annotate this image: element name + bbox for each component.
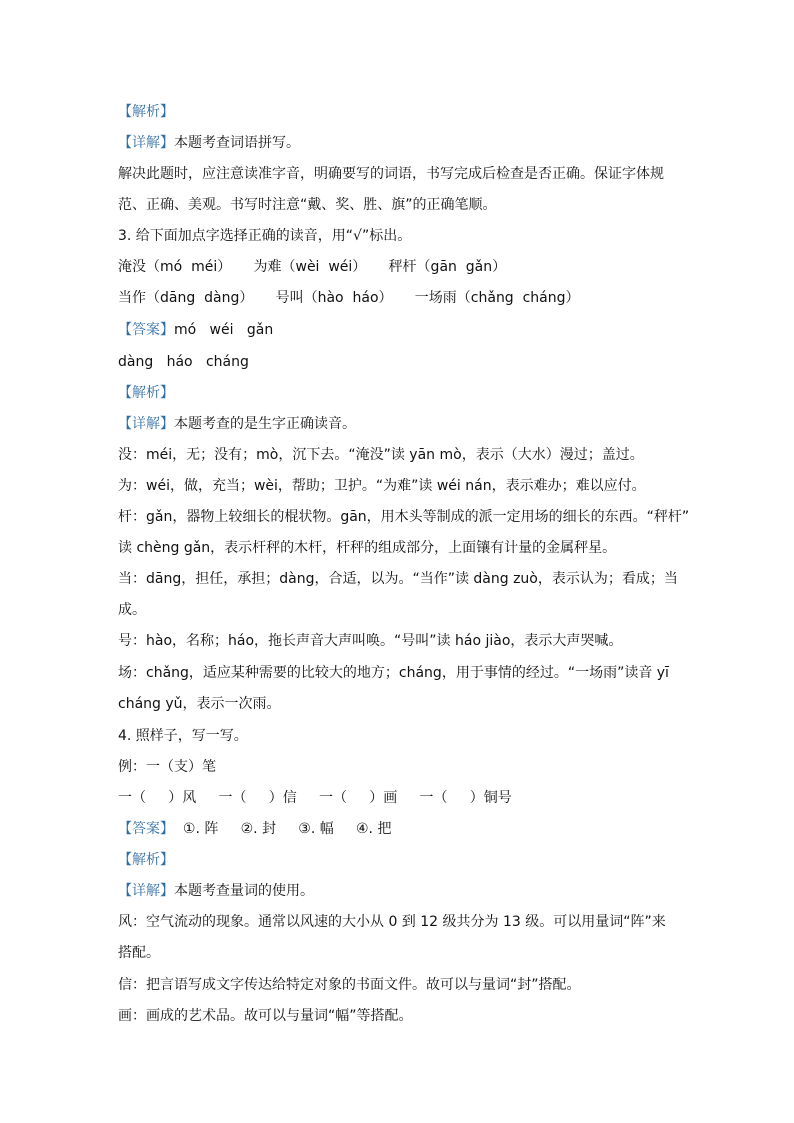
- question-3-options-row-2: 当作（dāng dàng） 号叫（hào háo） 一场雨（chǎng cháng）: [118, 290, 580, 306]
- detail-line-2: [118, 414, 356, 434]
- analysis-heading-2: 【解析】: [118, 385, 174, 401]
- detail-tag: 【详解】: [118, 416, 174, 432]
- detail-text: 本题考查的是生字正确读音。: [174, 416, 356, 432]
- analysis-heading-1: 【解析】: [118, 104, 174, 120]
- paragraph-line: 为：wéi，做，充当；wèi，帮助；卫护。“为难”读 wéi nán，表示难办；难以应付。: [118, 478, 646, 494]
- paragraph-line: 风：空气流动的现象。通常以风速的大小从 0 到 12 级共分为 13 级。可以用量词“阵”来: [118, 914, 666, 930]
- paragraph-line: cháng yǔ，表示一次雨。: [118, 696, 281, 712]
- paragraph-line: 画：画成的艺术品。故可以与量词“幅”等搭配。: [118, 1008, 413, 1024]
- question-3-title: 3. 给下面加点字选择正确的读音，用“√”标出。: [118, 228, 412, 244]
- paragraph-line: 没：méi，无；没有；mò，沉下去。“淹没”读 yān mò，表示（大水）漫过；盖过。: [118, 447, 644, 463]
- question-4-example: 例：一（支）笔: [118, 759, 216, 775]
- analysis-heading-3: 【解析】: [118, 852, 174, 868]
- answer-line-2: dàng háo cháng: [118, 354, 249, 370]
- answer-line-3: [118, 819, 391, 839]
- answer-text: mó wéi gǎn: [174, 322, 274, 338]
- paragraph-line: 解决此题时，应注意读准字音，明确要写的词语，书写完成后检查是否正确。保证字体规: [118, 166, 664, 182]
- paragraph-line: 场：chǎng，适应某种需要的比较大的地方；cháng，用于事情的经过。“一场雨”读音 yī: [118, 665, 669, 681]
- paragraph-line: 搭配。: [118, 945, 160, 961]
- answer-text: ①. 阵 ②. 封 ③. 幅 ④. 把: [174, 821, 392, 837]
- question-3-options-row-1: 淹没（mó méi） 为难（wèi wéi） 秤杆（gān gǎn）: [118, 259, 507, 275]
- paragraph-line: 读 chèng gǎn，表示杆秤的木杆，杆秤的组成部分，上面镶有计量的金属秤星。: [118, 540, 617, 556]
- paragraph-line: 信：把言语写成文字传达给特定对象的书面文件。故可以与量词“封”搭配。: [118, 977, 581, 993]
- question-4-title: 4. 照样子，写一写。: [118, 728, 248, 744]
- detail-text: 本题考查量词的使用。: [174, 883, 314, 899]
- detail-tag: 【详解】: [118, 883, 174, 899]
- answer-line-1: [118, 320, 273, 340]
- paragraph-line: 当：dāng，担任，承担；dàng，合适，以为。“当作”读 dàng zuò，表示认为；看成；当: [118, 571, 678, 587]
- detail-tag: 【详解】: [118, 135, 174, 151]
- detail-line-3: [118, 881, 314, 901]
- paragraph-line: 杆：gǎn，器物上较细长的棍状物。gān，用木头等制成的派一定用场的细长的东西。“秤杆”: [118, 509, 690, 525]
- paragraph-line: 号：hào，名称；háo，拖长声音大声叫唤。“号叫”读 háo jiào，表示大声哭喊。: [118, 633, 623, 649]
- detail-line-1: [118, 133, 300, 153]
- question-4-blanks: 一（ ）风 一（ ）信 一（ ）画 一（ ）铜号: [118, 790, 512, 806]
- paragraph-line: 范、正确、美观。书写时注意“戴、奖、胜、旗”的正确笔顺。: [118, 197, 497, 213]
- detail-text: 本题考查词语拼写。: [174, 135, 300, 151]
- answer-tag: 【答案】: [118, 821, 174, 837]
- answer-tag: 【答案】: [118, 322, 174, 338]
- paragraph-line: 成。: [118, 602, 146, 618]
